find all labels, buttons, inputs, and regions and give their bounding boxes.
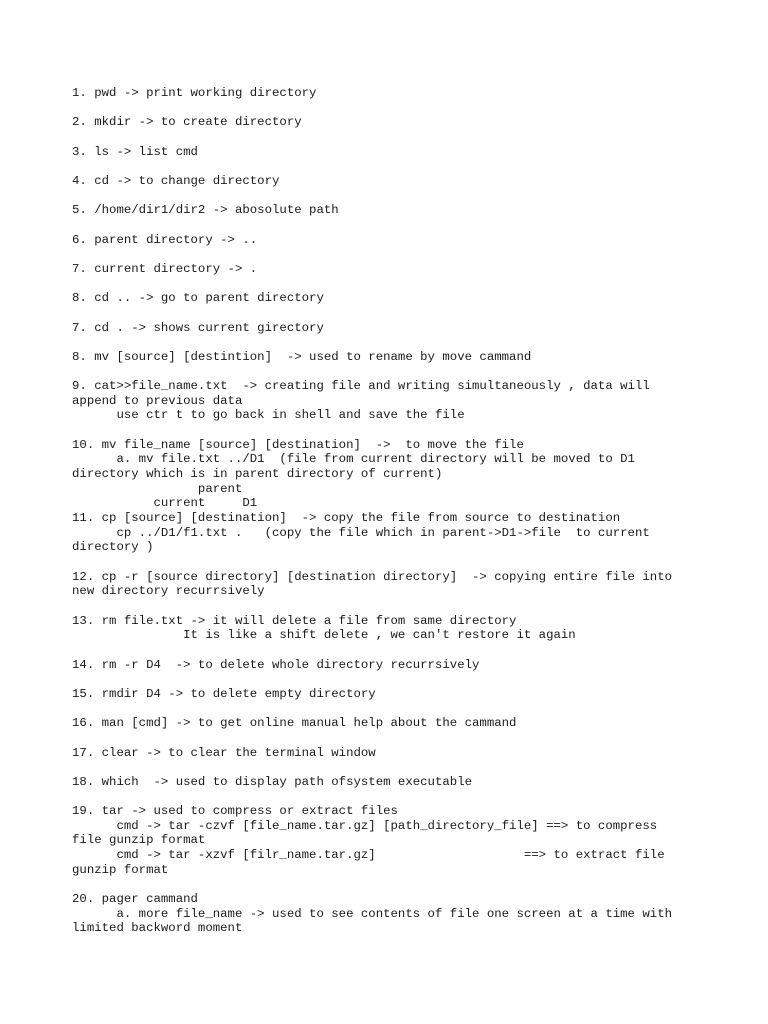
text-line: 8. mv [source] [destintion] -> used to rename by move cammand [72,349,532,364]
text-line: 17. clear -> to clear the terminal window [72,745,376,760]
text-line: 6. parent directory -> .. [72,232,258,247]
text-line: 20. pager cammand [72,892,198,907]
text-line: limited backword moment [72,921,243,936]
text-line: append to previous data [72,393,243,408]
text-line: 5. /home/dir1/dir2 -> abosolute path [72,203,339,218]
text-line: 2. mkdir -> to create directory [72,115,302,130]
text-line: directory ) [72,540,154,555]
text-line: a. mv file.txt ../D1 (file from current directory will be moved to D1 [72,452,635,467]
text-line: cmd -> tar -czvf [file_name.tar.gz] [path_directory_file] ==> to compress [72,818,658,833]
text-line: a. more file_name -> used to see contents of file one screen at a time with [72,906,673,921]
text-line: 11. cp [source] [destination] -> copy the file from source to destination [72,511,621,526]
text-line: 8. cd .. -> go to parent directory [72,291,324,306]
text-line: 1. pwd -> print working directory [72,86,317,100]
text-line: 10. mv file_name [source] [destination] -> to move the file [72,437,524,452]
text-line: current D1 [72,496,258,511]
text-line: directory which is in parent directory of current) [72,467,443,482]
text-line: 19. tar -> used to compress or extract files [72,804,398,819]
text-line: 12. cp -r [source directory] [destination directory] -> copying entire file into [72,569,673,584]
text-line: use ctr t to go back in shell and save the file [72,408,465,423]
document-body [72,86,672,936]
text-line: 13. rm file.txt -> it will delete a file from same directory [72,613,517,628]
text-line: 3. ls -> list cmd [72,144,198,159]
text-line: 4. cd -> to change directory [72,173,280,188]
text-line: 15. rmdir D4 -> to delete empty directory [72,686,376,701]
text-line: 16. man [cmd] -> to get online manual help about the cammand [72,716,517,731]
text-line: 9. cat>>file_name.txt -> creating file and writing simultaneously , data will [72,379,650,394]
text-line: 7. cd . -> shows current girectory [72,320,324,335]
text-line: It is like a shift delete , we can't restore it again [72,628,576,643]
text-line: cp ../D1/f1.txt . (copy the file which in parent->D1->file to current [72,525,650,540]
text-line: gunzip format [72,862,169,877]
text-line: new directory recurrsively [72,584,265,599]
text-line: 18. which -> used to display path ofsystem executable [72,774,473,789]
text-line: file gunzip format [72,833,206,848]
text-line: parent [72,481,243,496]
text-line: 14. rm -r D4 -> to delete whole directory recurrsively [72,657,480,672]
text-line: 7. current directory -> . [72,261,258,276]
text-line: cmd -> tar -xzvf [filr_name.tar.gz] ==> to extract file [72,848,665,863]
